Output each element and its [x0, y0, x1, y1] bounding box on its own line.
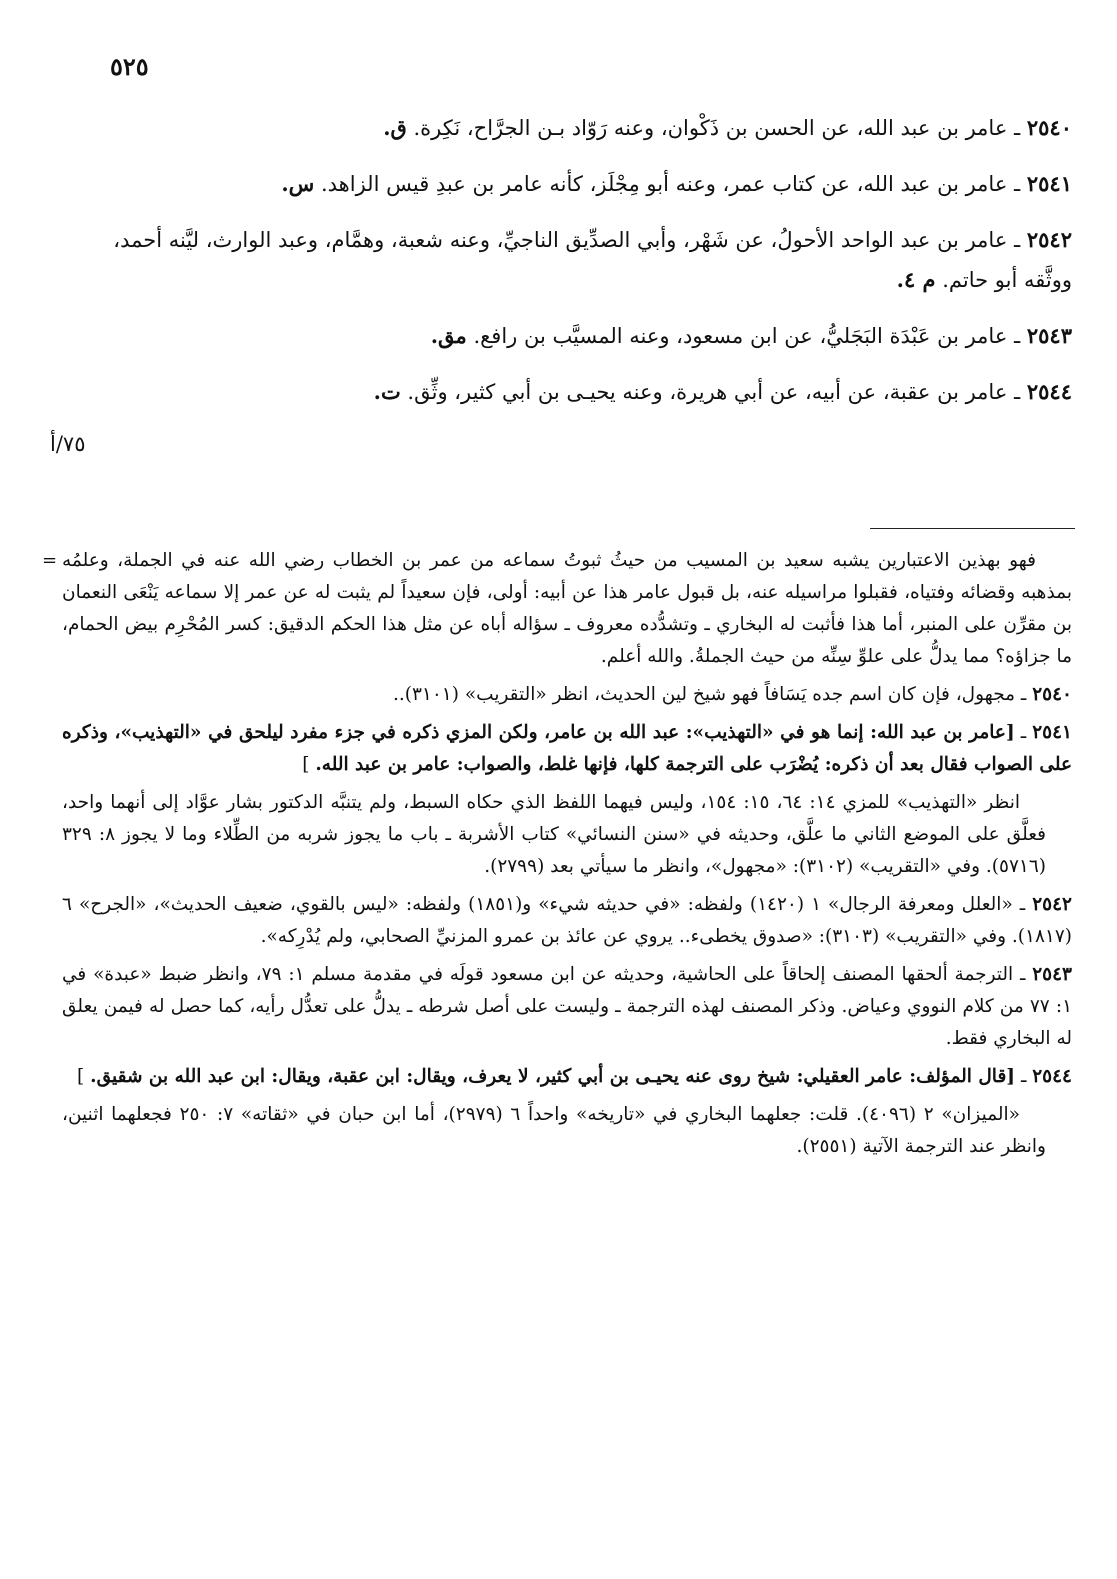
continuation-mark: = [42, 550, 58, 571]
footnote-number: ٢٥٤١ [1032, 722, 1072, 743]
entry [62, 220, 1072, 300]
footnote [62, 889, 1072, 953]
entry-code: ق. [383, 115, 407, 140]
entry [62, 316, 1072, 356]
entry-number: ٢٥٤٠ [1026, 115, 1072, 140]
footnote-text: ـ [1020, 722, 1027, 743]
footnotes [42, 545, 1072, 1169]
footnote-number: ٢٥٤٢ [1032, 894, 1072, 915]
footnote-text: ـ «العلل ومعرفة الرجال» ١ (١٤٢٠) ولفظه: «في حديثه شيء» و(١٨٥١) ولفظه: «ليس بالقوي، ضعيف الحديث»، «الجرح» ٦ (١٨١٧). وفي «التقريب» (٣١٠٣): «صدوق يخطىء.. يروي عن عائذ بن عمرو المزنيِّ الصحابي، ولم يُدْرِكه». [62, 894, 1072, 947]
entry-text: ـ عامر بن عقبة، عن أبيه، عن أبي هريرة، وعنه يحيـى بن أبي كثير، وثِّق. [407, 380, 1021, 404]
footnote-number: ٢٥٤٤ [1032, 1066, 1072, 1087]
footnote [62, 679, 1072, 711]
entry-number: ٢٥٤٢ [1026, 227, 1072, 252]
entry-number: ٢٥٤١ [1026, 171, 1072, 196]
entry-text: ـ عامر بن عَبْدَة البَجَليُّ، عن ابن مسعود، وعنه المسيَّب بن رافع. [473, 324, 1021, 348]
footnote-number: ٢٥٤٣ [1032, 964, 1072, 985]
entry-text: ـ عامر بن عبد الله، عن الحسن بن ذَكْوان، وعنه رَوّاد بـن الجرَّاح، نَكِرة. [413, 116, 1021, 140]
footnote [62, 1061, 1072, 1093]
entry-text: ـ عامر بن عبد الله، عن كتاب عمر، وعنه أبو مِجْلَز، كأنه عامر بن عبدِ قيس الزاهد. [320, 172, 1021, 196]
footnote-subparagraph: «الميزان» ٢ (٤٠٩٦). قلت: جعلهما البخاري في «تاريخه» واحداً ٦ (٢٩٧٩)، أما ابن حبان في «ثقاته» ٧: ٢٥٠ فجعلهما اثنين، وانظر عند الترجمة الآتية (٢٥٥١). [62, 1104, 1046, 1157]
main-entries [62, 108, 1072, 428]
footnote-bracket: ] [302, 754, 310, 775]
footnote-quote: [عامر بن عبد الله: إنما هو في «التهذيب»: عبد الله بن عامر، ولكن المزي ذكره في جزء مفرد ليلحق في «التهذيب»، وذكره على الصواب فقال بعد أن ذكره: يُضْرَب على الترجمة كلها، فإنها غلط، والصواب: عامر بن عبد الله. [62, 722, 1072, 775]
footnote-text: ـ الترجمة ألحقها المصنف إلحاقاً على الحاشية، وحديثه عن ابن مسعود قولَه في مقدمة مسلم ١: ٧٩، وانظر ضبط «عبدة» في ١: ٧٧ من كلام النووي وعياض. وذكر المصنف لهذه الترجمة ـ وليست على أصل شرطه ـ يدلُّ على تعدُّل رأيه، كما حصل له فيمن يعلق له البخاري فقط. [62, 964, 1072, 1049]
footnote-text: فهو بهذين الاعتبارين يشبه سعيد بن المسيب من حيثُ ثبوتُ سماعه من عمر بن الخطاب رضي الله عنه في الجملة، وعلمُه بمذهبه وقضائه وفتياه، فقبلوا مراسيله عنه، بل قبول عامر هذا عن أبيه: أولى، فإن سعيداً لم يثبت له عن عمر إلا سماعه يَنْعَى النعمان بن مقرِّن على المنبر، أما هذا فأثبت له البخاري ـ وتشدُّده معروف ـ سؤاله أباه عن مثل هذا الحكم الدقيق: كسر المُحْرِم بيض الحمام، ما جزاؤه؟ مما يدلُّ على علوِّ سِنِّه من حيث الجملةُ. والله أعلم. [62, 550, 1072, 667]
entry [62, 372, 1072, 412]
footnote-subparagraph: انظر «التهذيب» للمزي ١٤: ٦٤، ١٥: ١٥٤، وليس فيهما اللفظ الذي حكاه السبط، ولم يتنبَّه الدكتور بشار عوَّاد إلى أنهما واحد، فعلَّق على الموضع الثاني ما علَّق، وحديثه في «سنن النسائي» كتاب الأشربة ـ باب ما يجوز شربه من الطِّلاء وما لا يجوز ٨: ٣٢٩ (٥٧١٦). وفي «التقريب» (٣١٠٢): «مجهول»، وانظر ما سيأتي بعد (٢٧٩٩). [62, 792, 1046, 877]
entry [62, 108, 1072, 148]
footnote-divider [870, 528, 1075, 529]
footnote-quote: [قال المؤلف: عامر العقيلي: شيخ روى عنه يحيـى بن أبي كثير، لا يعرف، ويقال: ابن عقبة، ويقال: ابن عبد الله بن شقيق. [90, 1066, 1016, 1087]
footnote-text: ـ [1020, 1066, 1027, 1087]
entry-number: ٢٥٤٣ [1026, 323, 1072, 348]
entry [62, 164, 1072, 204]
footnote [62, 717, 1072, 781]
entry-text: ـ عامر بن عبد الواحد الأحولُ، عن شَهْر، وأبي الصدِّيق الناجيِّ، وعنه شعبة، وهمَّام، وعبد الوارث، ليَّنه أحمد، ووثَّقه أبو حاتم. [113, 228, 1072, 292]
entry-number: ٢٥٤٤ [1026, 379, 1072, 404]
footnote-number: ٢٥٤٠ [1032, 684, 1072, 705]
footnote [62, 959, 1072, 1055]
entry-code: م ٤. [896, 267, 936, 292]
entry-code: ت. [373, 379, 401, 404]
entry-code: مق. [430, 323, 467, 348]
footnote-continuation [42, 545, 1072, 673]
footnote-bracket: ] [77, 1066, 85, 1087]
entry-code: س. [281, 171, 315, 196]
page-number: ٥٢٥ [110, 52, 149, 81]
footnote-text: ـ مجهول، فإن كان اسم جده يَسَافاً فهو شيخ لين الحديث، انظر «التقريب» (٣١٠١).. [393, 684, 1027, 705]
margin-reference: ٧٥/أ [50, 432, 86, 456]
